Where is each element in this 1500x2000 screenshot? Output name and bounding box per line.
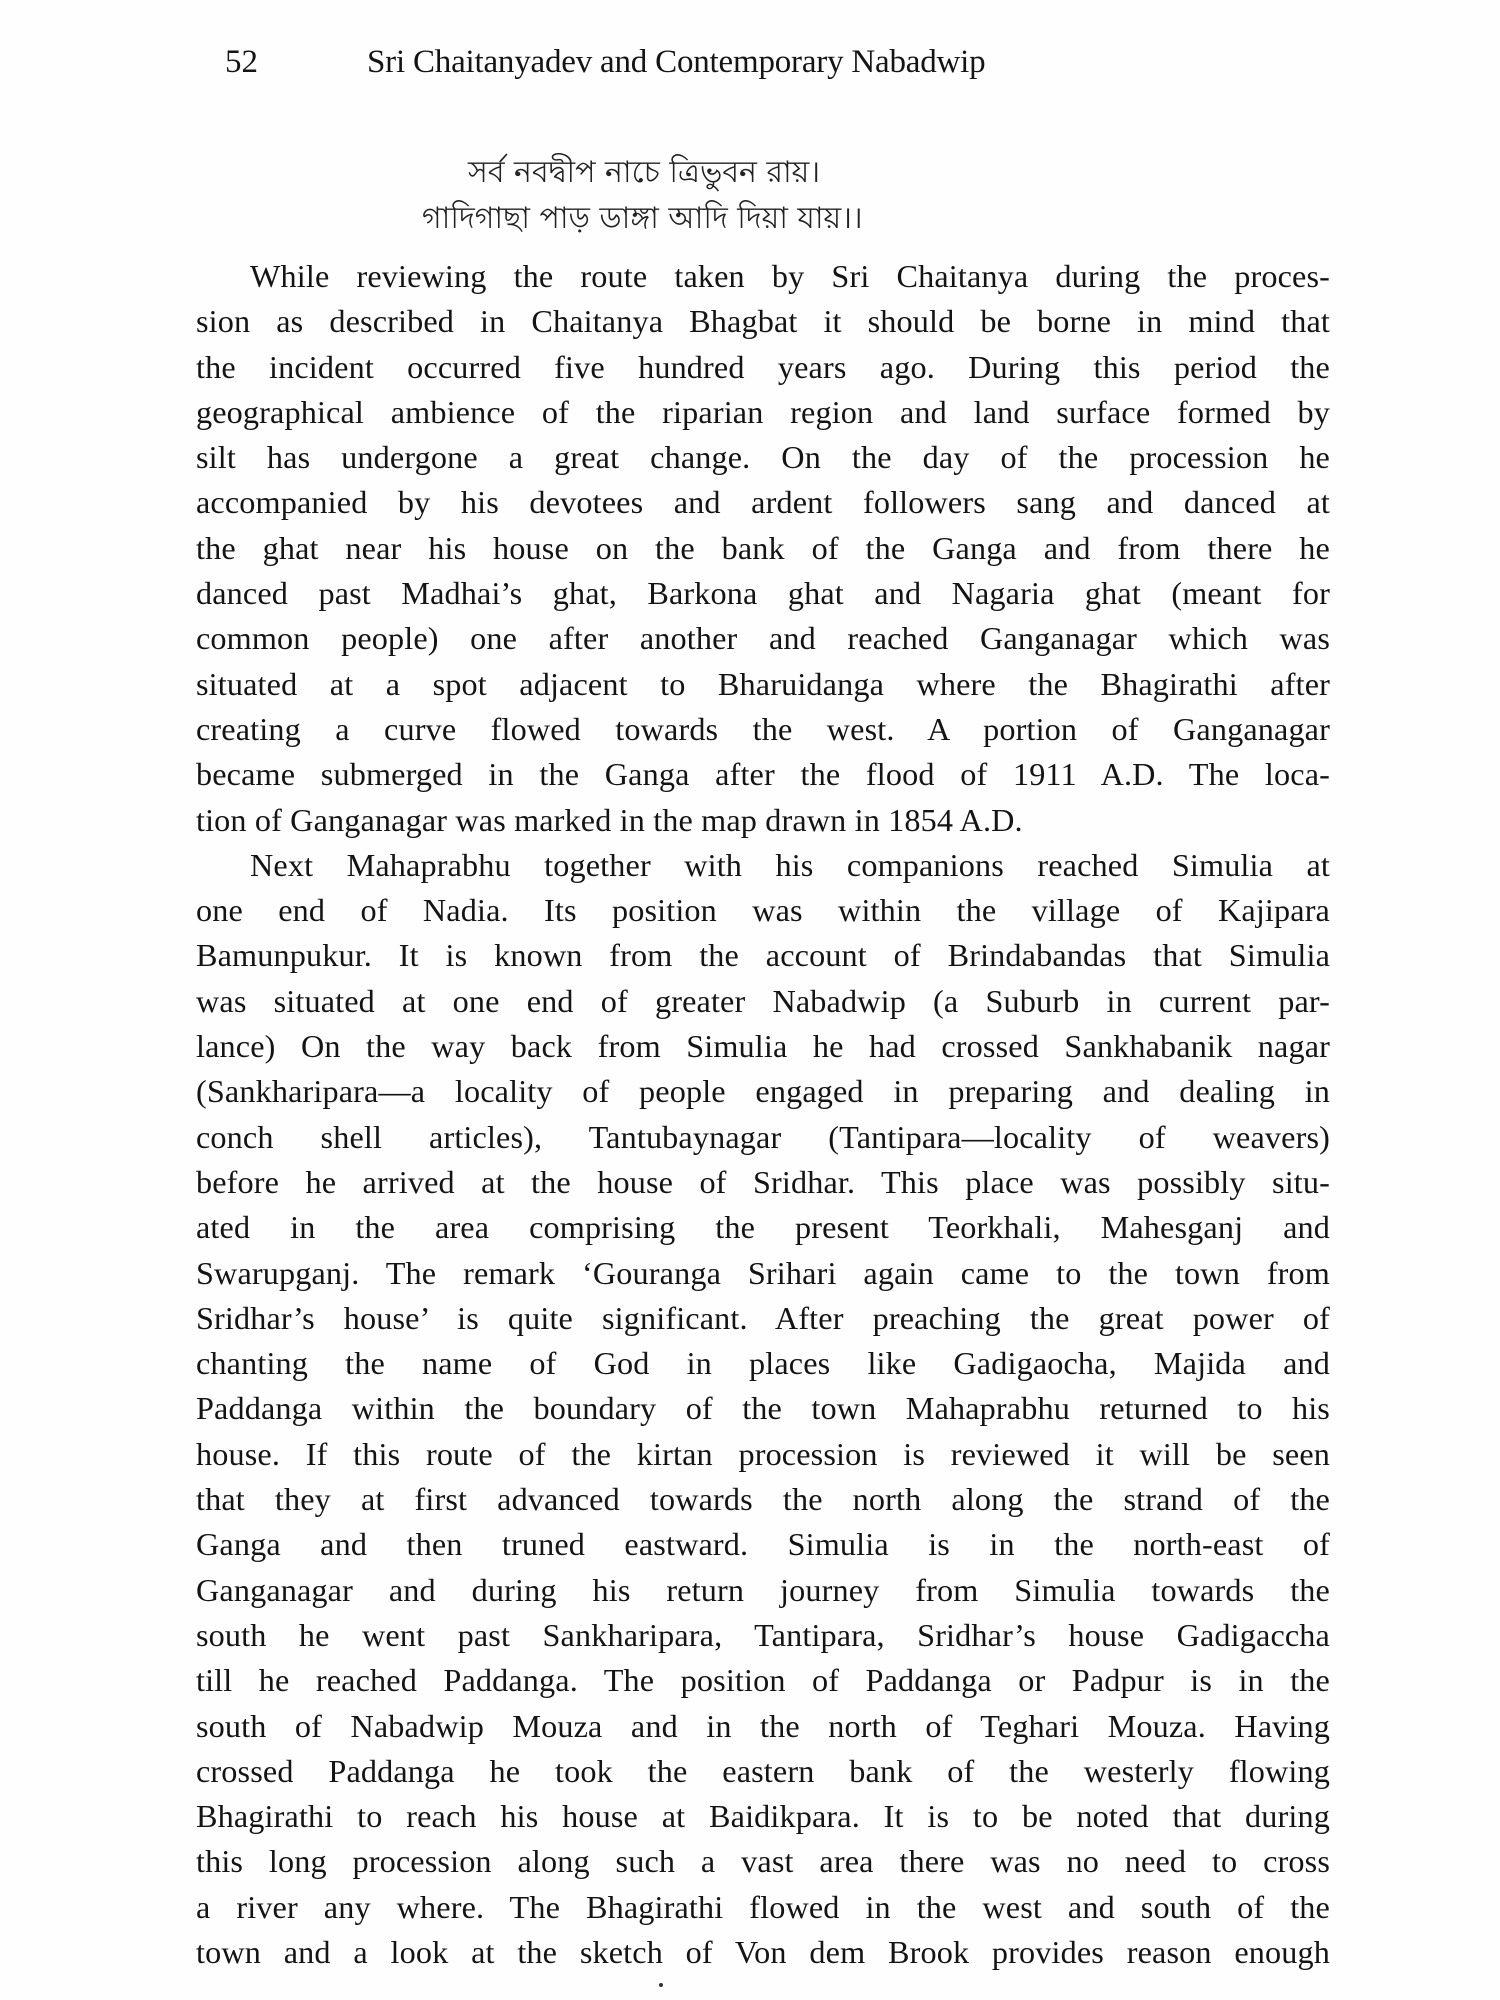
- print-speck: [659, 1983, 663, 1987]
- text-line: common people) one after another and reached Ganganagar which was: [196, 620, 1330, 657]
- text-line: one end of Nadia. Its position was within the village of Kajipara: [196, 892, 1330, 929]
- running-title: Sri Chaitanyadev and Contemporary Nabadwip: [367, 44, 986, 80]
- text-line: Ganga and then truned eastward. Simulia is in the north-east of: [196, 1526, 1330, 1563]
- text-line: south he went past Sankharipara, Tantipara, Sridhar’s house Gadigaccha: [196, 1616, 1330, 1653]
- text-line: house. If this route of the kirtan procession is reviewed it will be seen: [196, 1435, 1330, 1472]
- text-line: While reviewing the route taken by Sri Chaitanya during the proces-: [250, 258, 1330, 294]
- text-line: the incident occurred five hundred years ago. During this period the: [196, 348, 1330, 385]
- text-line: ated in the area comprising the present Teorkhali, Mahesganj and: [196, 1209, 1330, 1246]
- text-line: Sridhar’s house’ is quite significant. After preaching the great power of: [196, 1299, 1330, 1336]
- text-line: that they at first advanced towards the north along the strand of the: [196, 1481, 1330, 1518]
- text-line: south of Nabadwip Mouza and in the north of Teghari Mouza. Having: [196, 1707, 1330, 1744]
- page-number: 52: [225, 44, 258, 80]
- body-text: [196, 254, 1330, 1975]
- text-line: till he reached Paddanga. The position of Paddanga or Padpur is in the: [196, 1662, 1330, 1699]
- text-line: Next Mahaprabhu together with his companions reached Simulia at: [250, 846, 1330, 883]
- text-line: tion of Ganganagar was marked in the map drawn in 1854 A.D.: [196, 801, 1023, 838]
- text-line: Ganganagar and during his return journey from Simulia towards the: [196, 1571, 1330, 1608]
- text-line: was situated at one end of greater Nabadwip (a Suburb in current par-: [196, 982, 1330, 1019]
- text-line: Bamunpukur. It is known from the account of Brindabandas that Simulia: [196, 937, 1330, 974]
- text-line: town and a look at the sketch of Von dem Brook provides reason enough: [196, 1933, 1330, 1970]
- paragraph-2: [196, 843, 1330, 1975]
- verse-line-2: গাদিগাছা পাড় ডাঙ্গা আদি দিয়া যায়।।: [422, 201, 863, 236]
- page-header: [225, 40, 1375, 84]
- text-line: danced past Madhai’s ghat, Barkona ghat and Nagaria ghat (meant for: [196, 575, 1330, 612]
- text-line: geographical ambience of the riparian region and land surface formed by: [196, 393, 1330, 430]
- text-line: sion as described in Chaitanya Bhagbat it should be borne in mind that: [196, 303, 1330, 340]
- verse-line-1: সর্ব নবদ্বীপ নাচে ত্রিভুবন রায়।: [468, 155, 821, 190]
- bengali-verse: [200, 150, 1250, 242]
- paragraph-1: [196, 254, 1330, 843]
- text-line: lance) On the way back from Simulia he had crossed Sankhabanik nagar: [196, 1028, 1330, 1065]
- text-line: situated at a spot adjacent to Bharuidanga where the Bhagirathi after: [196, 665, 1330, 702]
- text-line: a river any where. The Bhagirathi flowed in the west and south of the: [196, 1888, 1330, 1925]
- text-line: chanting the name of God in places like Gadigaocha, Majida and: [196, 1345, 1330, 1382]
- text-line: Bhagirathi to reach his house at Baidikpara. It is to be noted that during: [196, 1798, 1330, 1835]
- text-line: the ghat near his house on the bank of the Ganga and from there he: [196, 529, 1330, 566]
- text-line: before he arrived at the house of Sridhar. This place was possibly situ-: [196, 1163, 1330, 1200]
- text-line: this long procession along such a vast area there was no need to cross: [196, 1843, 1330, 1880]
- text-line: became submerged in the Ganga after the flood of 1911 A.D. The loca-: [196, 756, 1330, 793]
- text-line: accompanied by his devotees and ardent followers sang and danced at: [196, 484, 1330, 521]
- text-line: creating a curve flowed towards the west. A portion of Ganganagar: [196, 710, 1330, 747]
- text-line: silt has undergone a great change. On the day of the procession he: [196, 439, 1330, 476]
- text-line: conch shell articles), Tantubaynagar (Tantipara—locality of weavers): [196, 1118, 1330, 1155]
- text-line: crossed Paddanga he took the eastern bank of the westerly flowing: [196, 1752, 1330, 1789]
- text-line: Paddanga within the boundary of the town Mahaprabhu returned to his: [196, 1390, 1330, 1427]
- text-line: Swarupganj. The remark ‘Gouranga Srihari again came to the town from: [196, 1254, 1330, 1291]
- text-line: (Sankharipara—a locality of people engaged in preparing and dealing in: [196, 1073, 1330, 1110]
